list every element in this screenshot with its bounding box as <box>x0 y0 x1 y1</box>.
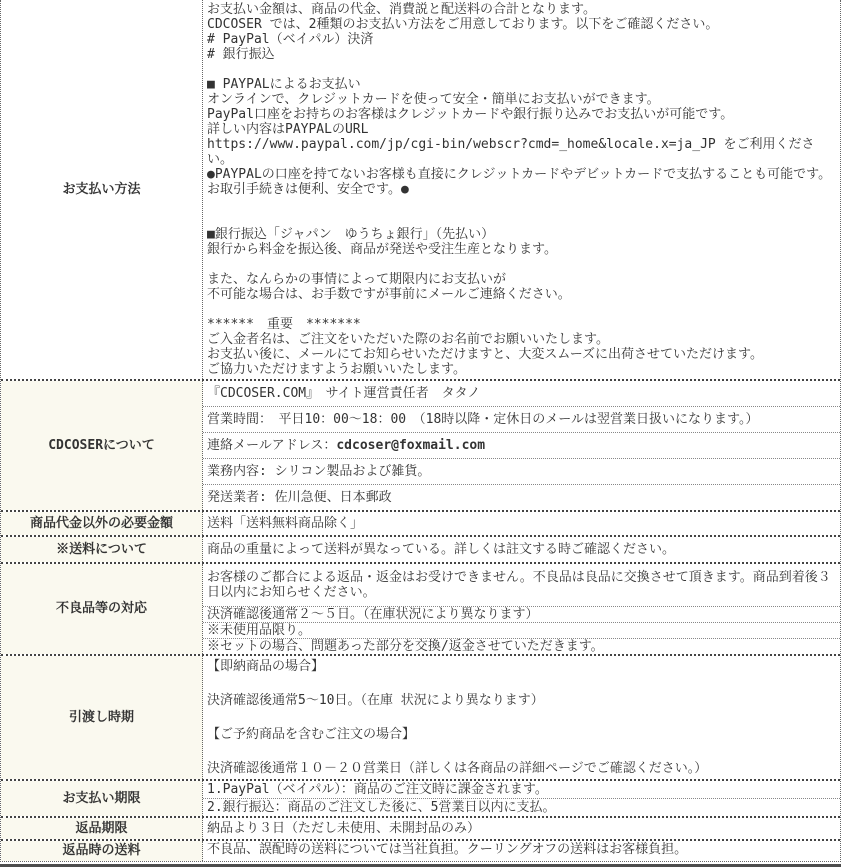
payment-method-line: ****** 重要 ******* <box>207 317 361 332</box>
section-extra-fee <box>1 510 840 535</box>
about-shipper-row: 発送業者: 佐川急便、日本郵政 <box>207 490 392 505</box>
payment-method-line: CDCOSER では、2種類のお支払い方法をご用意しております。以下をご確認ください。 <box>207 17 719 32</box>
section-return-deadline <box>1 816 840 839</box>
section-defect-handling <box>1 562 840 654</box>
about-email-value: cdcoser@foxmail.com <box>336 438 486 453</box>
payment-method-line <box>207 62 836 77</box>
about-site-row: 『CDCOSER.COM』 サイト運営責任者 タタノ <box>203 381 840 407</box>
payment-method-line: また、なんらかの事情によって期限内にお支払いが <box>207 272 507 287</box>
delivery-time-line: 決済確認後通常5～10日。（在庫 状況により異なります） <box>207 693 544 708</box>
payment-method-line: # PayPal（ベイパル）決済 <box>207 32 374 47</box>
about-email-label: 連絡メールアドレス： <box>207 438 337 453</box>
delivery-time-line <box>207 709 836 726</box>
return-deadline-content <box>203 818 840 839</box>
section-about <box>1 379 840 510</box>
about-email-row <box>203 433 840 459</box>
about-content <box>203 381 840 510</box>
payment-method-line <box>207 257 836 272</box>
row-header-return-shipping: 返品時の送料 <box>1 841 203 861</box>
payment-method-line <box>207 212 836 227</box>
row-header-delivery-time: 引渡し時期 <box>1 656 203 779</box>
section-delivery-time <box>1 654 840 779</box>
delivery-time-content <box>203 656 840 779</box>
section-return-shipping <box>1 839 840 861</box>
delivery-time-line: 決済確認後通常１０－２０営業日（詳しくは各商品の詳細ページでご確認ください。） <box>207 761 708 776</box>
payment-method-line: ■ PAYPALによるお支払い <box>207 77 361 92</box>
payment-method-line: 不可能な場合は、お手数ですが事前にメールご連絡ください。 <box>207 287 571 302</box>
delivery-time-line: 【ご予約商品を含むご注文の場合】 <box>207 727 416 742</box>
section-payment-method <box>1 0 840 379</box>
row-header-payment-deadline: お支払い期限 <box>1 781 203 816</box>
defect-unused-only-row: ※未使用品限り。 <box>203 623 840 639</box>
defect-handling-content <box>203 564 840 654</box>
delivery-time-line <box>207 675 836 692</box>
next-table-top-border <box>0 864 841 867</box>
shipping-note-row: 商品の重量によって送料が異なっている。詳しくは註文する時ご確認ください。 <box>207 542 676 557</box>
delivery-time-line: 【即納商品の場合】 <box>207 659 325 674</box>
payment-deadline-bank-row: 2.銀行振込：商品のご注文した後に、5営業日以内に支払。 <box>207 800 556 815</box>
section-payment-deadline <box>1 779 840 816</box>
payment-method-line <box>207 302 836 317</box>
payment-method-line: ●PAYPALの口座を持てないお客様も直接にクレジットカードやデビットカードで支払することも可能です。 <box>207 167 832 182</box>
row-header-return-deadline: 返品期限 <box>1 818 203 839</box>
about-business-row: 業務内容: シリコン製品および雑貨。 <box>203 459 840 485</box>
payment-method-line: 詳しい内容はPAYPALのURL <box>207 122 369 137</box>
payment-method-line: お支払い後に、メールにてお知らせいただけますと、大変スムーズに出荷させていただけます。 <box>207 347 764 362</box>
payment-method-line: お支払い金額は、商品の代金、消費説と配送料の合計となります。 <box>207 2 596 17</box>
extra-fee-row: 送料「送料無料商品除く」 <box>207 516 364 531</box>
shipping-note-content <box>203 537 840 562</box>
payment-method-line: 銀行から料金を振込後、商品が発送や受注生産となります。 <box>207 242 557 257</box>
payment-method-line: ご入金者名は、ご注文をいただいた際のお名前でお願いいたします。 <box>207 332 609 347</box>
about-hours-row: 営業時間： 平日10：00～18：00 （18時以降・定休日のメールは翌営業日扱いになります。） <box>203 407 840 433</box>
defect-policy-row: お客様のご都合による返品・返金はお受けできません。不良品は良品に交換させて頂きます。商品到着後３日以内にお知らせください。 <box>203 564 840 607</box>
payment-deadline-content <box>203 781 840 816</box>
payment-method-line <box>207 197 836 212</box>
payment-method-line: オンラインで、クレジットカードを使って安全・簡単にお支払いができます。 <box>207 92 660 107</box>
payment-method-line: お取引手続きは便利、安全です。● <box>207 182 409 197</box>
payment-deadline-paypal-row: 1.PayPal（ベイパル）：商品のご注文時に課金されます。 <box>203 781 840 799</box>
row-header-shipping-note: ※送料について <box>1 537 203 562</box>
payment-method-line: # 銀行振込 <box>207 47 275 62</box>
row-header-payment-method: お支払い方法 <box>1 0 203 379</box>
return-deadline-row: 納品より３日（ただし未使用、未開封品のみ） <box>207 821 481 836</box>
defect-set-row: ※セットの場合、問題あった部分を交換/返金させていただきます。 <box>207 639 604 654</box>
payment-method-line: PayPal口座をお持ちのお客様はクレジットカードや銀行振り込みでお支払いが可能です。 <box>207 107 734 122</box>
return-shipping-content <box>203 841 840 861</box>
defect-exchange-time-row: 決済確認後通常２～５日。（在庫状況により異なります） <box>203 607 840 623</box>
return-shipping-row: 不良品、誤配時の送料については当社負担。クーリングオフの送料はお客様負担。 <box>207 842 688 857</box>
row-header-defect-handling: 不良品等の対応 <box>1 564 203 654</box>
row-header-extra-fee: 商品代金以外の必要金額 <box>1 512 203 535</box>
row-header-about: CDCOSERについて <box>1 381 203 510</box>
extra-fee-content <box>203 512 840 535</box>
payment-method-line: https://www.paypal.com/jp/cgi-bin/webscr?cmd=_home&locale.x=ja_JP をご利用ください。 <box>207 137 815 167</box>
section-shipping-note <box>1 535 840 562</box>
delivery-time-line <box>207 743 836 760</box>
payment-method-content <box>203 0 840 379</box>
payment-method-line: ご協力いただけますようお願いいたします。 <box>207 362 466 377</box>
payment-method-line: ■銀行振込「ジャパン ゆうちょ銀行」（先払い） <box>207 227 495 242</box>
